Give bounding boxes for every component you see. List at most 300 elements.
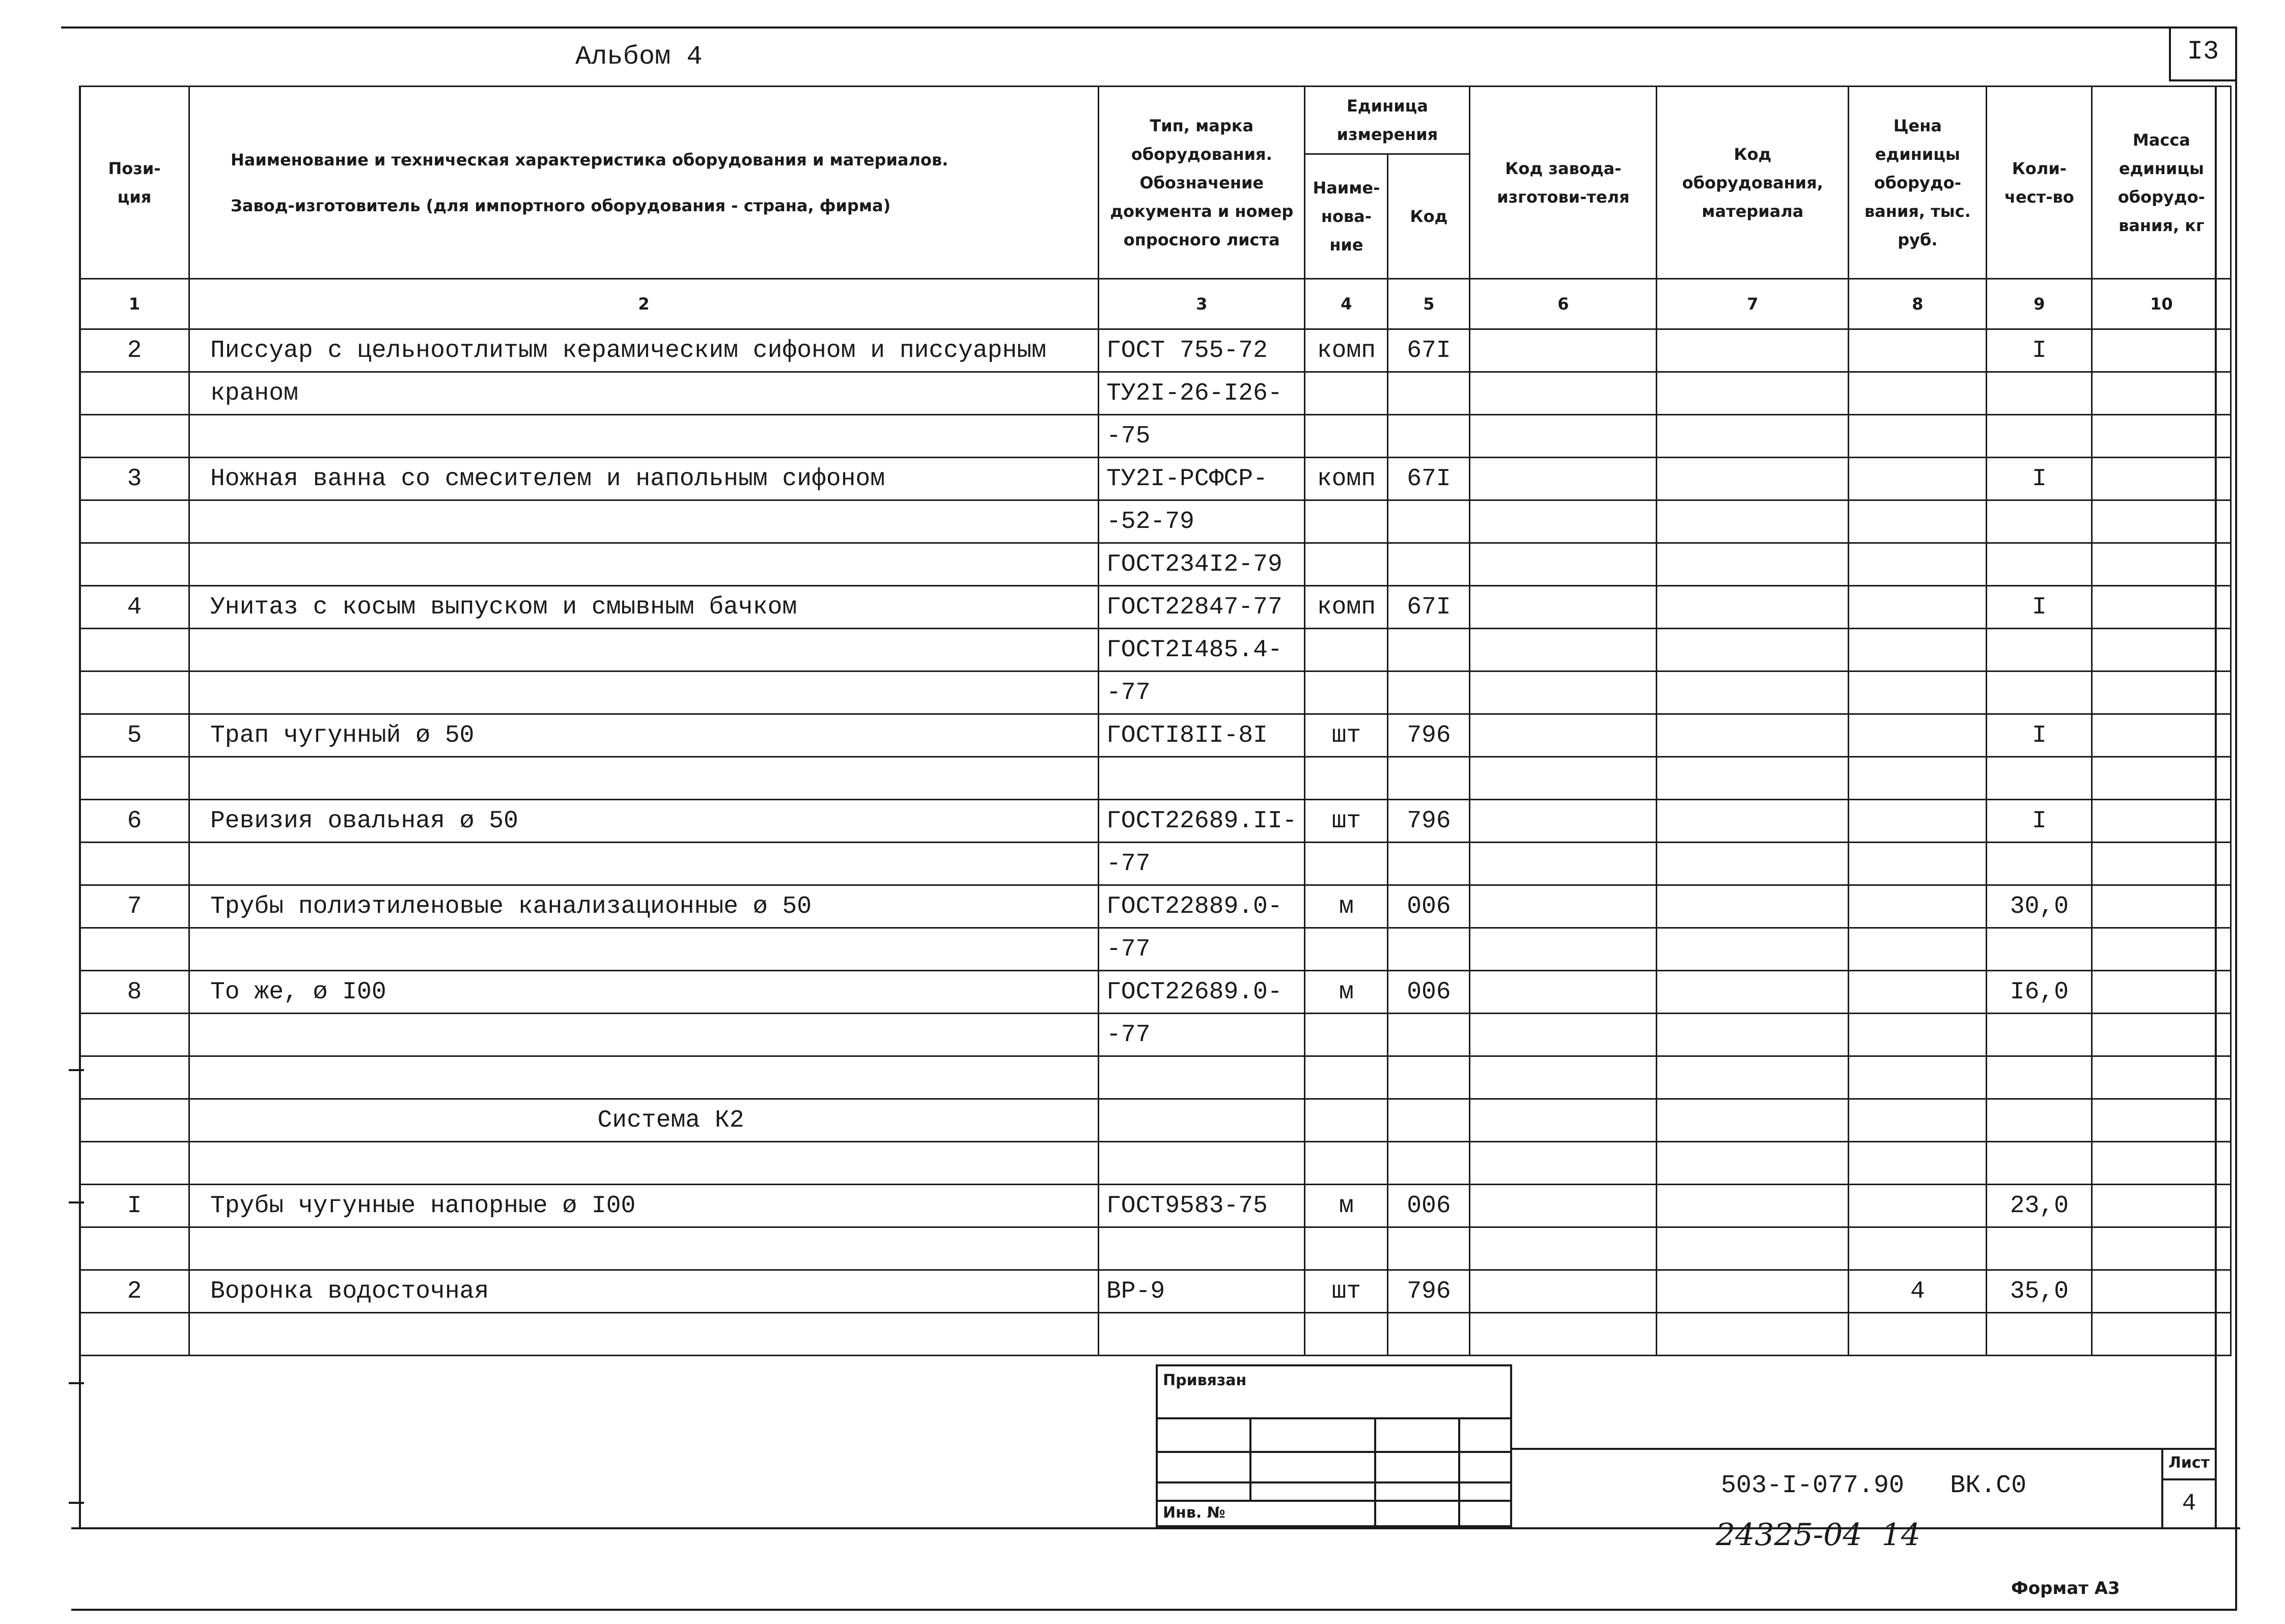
- sheet-box: [2161, 1448, 2215, 1527]
- row-equipment-code: [1657, 1185, 1849, 1227]
- column-number: 10: [2092, 279, 2231, 329]
- row-name: [189, 629, 1099, 671]
- row-equipment-code: [1657, 543, 1849, 586]
- table-row: [80, 500, 2231, 543]
- row-price: [1849, 1227, 1987, 1270]
- row-quantity: [1987, 543, 2092, 586]
- row-price: [1849, 543, 1987, 586]
- row-unit-code: [1388, 500, 1470, 543]
- row-equipment-code: [1657, 1014, 1849, 1056]
- row-mass: [2092, 586, 2231, 629]
- row-mass: [2092, 1099, 2231, 1142]
- row-name: [189, 543, 1099, 586]
- row-type: ГОСТ9583-75: [1099, 1185, 1305, 1227]
- table-row: [80, 800, 2231, 843]
- row-price: 4: [1849, 1270, 1987, 1313]
- header-position: Пози- ция: [80, 87, 189, 279]
- row-type: [1099, 1227, 1305, 1270]
- row-unit-code: [1388, 928, 1470, 971]
- row-mass: [2092, 543, 2231, 586]
- row-unit-code: [1388, 1227, 1470, 1270]
- row-name: [189, 1142, 1099, 1185]
- row-factory-code: [1470, 1227, 1657, 1270]
- row-unit-code: 006: [1388, 971, 1470, 1014]
- row-position: [80, 757, 189, 800]
- row-price: [1849, 800, 1987, 843]
- margin-mark: [69, 1201, 84, 1203]
- row-price: [1849, 586, 1987, 629]
- row-unit: [1305, 629, 1388, 671]
- row-unit: [1305, 843, 1388, 885]
- page-number-box: [2169, 26, 2235, 81]
- row-unit: [1305, 671, 1388, 714]
- table-row: [80, 1142, 2231, 1185]
- row-unit: [1305, 757, 1388, 800]
- row-unit: комп: [1305, 458, 1388, 500]
- row-unit: м: [1305, 1185, 1388, 1227]
- header-equipment-code: Код оборудования, материала: [1657, 87, 1849, 279]
- stamp-line: [1158, 1500, 1510, 1502]
- row-name: [189, 500, 1099, 543]
- row-factory-code: [1470, 500, 1657, 543]
- row-quantity: 30,0: [1987, 885, 2092, 928]
- row-name: [189, 671, 1099, 714]
- stamp-line: [1158, 1481, 1510, 1483]
- table-row: [80, 329, 2231, 372]
- row-quantity: I: [1987, 800, 2092, 843]
- row-position: [80, 1142, 189, 1185]
- column-number: 3: [1099, 279, 1305, 329]
- table-row: [80, 1313, 2231, 1356]
- table-row: [80, 1227, 2231, 1270]
- row-quantity: [1987, 372, 2092, 415]
- row-factory-code: [1470, 971, 1657, 1014]
- column-number: 6: [1470, 279, 1657, 329]
- row-price: [1849, 1142, 1987, 1185]
- table-row: [80, 885, 2231, 928]
- row-position: 5: [80, 714, 189, 757]
- row-unit-code: [1388, 1014, 1470, 1056]
- row-equipment-code: [1657, 586, 1849, 629]
- row-quantity: I6,0: [1987, 971, 2092, 1014]
- row-quantity: [1987, 1014, 2092, 1056]
- paper-format: Формат А3: [2011, 1578, 2120, 1599]
- row-quantity: [1987, 415, 2092, 458]
- row-factory-code: [1470, 843, 1657, 885]
- row-name: То же, ø I00: [189, 971, 1099, 1014]
- row-factory-code: [1470, 329, 1657, 372]
- row-position: [80, 1099, 189, 1142]
- table-row: [80, 928, 2231, 971]
- row-price: [1849, 329, 1987, 372]
- row-equipment-code: [1657, 671, 1849, 714]
- row-price: [1849, 629, 1987, 671]
- row-position: 7: [80, 885, 189, 928]
- row-equipment-code: [1657, 372, 1849, 415]
- row-unit-code: 796: [1388, 1270, 1470, 1313]
- row-position: [80, 1227, 189, 1270]
- row-quantity: I: [1987, 586, 2092, 629]
- table-row: [80, 1014, 2231, 1056]
- row-position: [80, 629, 189, 671]
- row-position: [80, 543, 189, 586]
- table-row: [80, 629, 2231, 671]
- row-unit-code: [1388, 757, 1470, 800]
- header-unit-name: Наиме-нова-ние: [1305, 154, 1388, 279]
- album-title: Альбом 4: [575, 42, 703, 72]
- row-mass: [2092, 1056, 2231, 1099]
- row-price: [1849, 1099, 1987, 1142]
- row-unit: шт: [1305, 1270, 1388, 1313]
- column-number: 1: [80, 279, 189, 329]
- sheet-number: 4: [2182, 1490, 2196, 1517]
- row-quantity: [1987, 1142, 2092, 1185]
- row-position: 6: [80, 800, 189, 843]
- row-price: [1849, 971, 1987, 1014]
- row-name: [189, 1014, 1099, 1056]
- sheet-label: Лист: [2163, 1448, 2215, 1480]
- row-price: [1849, 372, 1987, 415]
- row-name: [189, 1227, 1099, 1270]
- row-price: [1849, 458, 1987, 500]
- row-position: [80, 1056, 189, 1099]
- row-unit-code: [1388, 1056, 1470, 1099]
- row-quantity: 35,0: [1987, 1270, 2092, 1313]
- row-unit: [1305, 1313, 1388, 1356]
- column-number: 5: [1388, 279, 1470, 329]
- row-mass: [2092, 714, 2231, 757]
- row-name: [189, 928, 1099, 971]
- table-row: [80, 843, 2231, 885]
- row-price: [1849, 885, 1987, 928]
- table-row: [80, 1185, 2231, 1227]
- row-unit: [1305, 928, 1388, 971]
- row-mass: [2092, 1185, 2231, 1227]
- row-type: ТУ2I-26-I26-: [1099, 372, 1305, 415]
- row-unit-code: [1388, 372, 1470, 415]
- row-quantity: [1987, 1056, 2092, 1099]
- row-equipment-code: [1657, 757, 1849, 800]
- row-unit: [1305, 415, 1388, 458]
- row-factory-code: [1470, 800, 1657, 843]
- row-type: ГОСТ22847-77: [1099, 586, 1305, 629]
- row-unit-code: [1388, 543, 1470, 586]
- top-frame-line: [61, 26, 2235, 29]
- row-quantity: [1987, 671, 2092, 714]
- margin-mark: [69, 1069, 84, 1071]
- row-factory-code: [1470, 1056, 1657, 1099]
- margin-mark: [69, 1382, 84, 1384]
- row-unit-code: 796: [1388, 714, 1470, 757]
- row-type: -77: [1099, 928, 1305, 971]
- row-type: ГОСТ2I485.4-: [1099, 629, 1305, 671]
- row-mass: [2092, 1014, 2231, 1056]
- row-quantity: [1987, 500, 2092, 543]
- row-unit: м: [1305, 885, 1388, 928]
- bottom-frame-line: [71, 1609, 2237, 1611]
- row-unit-code: 006: [1388, 1185, 1470, 1227]
- row-price: [1849, 500, 1987, 543]
- row-type: -75: [1099, 415, 1305, 458]
- row-quantity: 23,0: [1987, 1185, 2092, 1227]
- row-mass: [2092, 1142, 2231, 1185]
- row-position: [80, 671, 189, 714]
- row-equipment-code: [1657, 329, 1849, 372]
- row-quantity: [1987, 757, 2092, 800]
- row-unit-code: 67I: [1388, 586, 1470, 629]
- row-name: Ревизия овальная ø 50: [189, 800, 1099, 843]
- row-mass: [2092, 500, 2231, 543]
- row-factory-code: [1470, 415, 1657, 458]
- column-number-row: [80, 279, 2231, 329]
- table-body: [80, 329, 2231, 1356]
- row-unit: [1305, 1099, 1388, 1142]
- row-mass: [2092, 928, 2231, 971]
- attached-label: Привязан: [1163, 1371, 1247, 1389]
- row-unit: [1305, 1142, 1388, 1185]
- row-unit: [1305, 543, 1388, 586]
- row-price: [1849, 843, 1987, 885]
- row-price: [1849, 757, 1987, 800]
- row-position: 2: [80, 329, 189, 372]
- row-factory-code: [1470, 1313, 1657, 1356]
- row-position: [80, 415, 189, 458]
- column-number: 4: [1305, 279, 1388, 329]
- row-unit: [1305, 1227, 1388, 1270]
- row-unit: комп: [1305, 586, 1388, 629]
- row-position: 8: [80, 971, 189, 1014]
- row-unit-code: [1388, 671, 1470, 714]
- header-factory-code: Код завода-изготови-теля: [1470, 87, 1657, 279]
- equipment-specification-table: [79, 86, 2232, 1356]
- row-factory-code: [1470, 629, 1657, 671]
- page-number: I3: [2187, 37, 2219, 67]
- row-mass: [2092, 458, 2231, 500]
- row-mass: [2092, 629, 2231, 671]
- right-frame-line: [2235, 26, 2237, 1610]
- row-equipment-code: [1657, 714, 1849, 757]
- table-row: [80, 671, 2231, 714]
- header-mass: Масса единицы оборудо-вания, кг: [2092, 87, 2231, 279]
- row-quantity: [1987, 928, 2092, 971]
- row-factory-code: [1470, 372, 1657, 415]
- row-factory-code: [1470, 714, 1657, 757]
- row-quantity: I: [1987, 329, 2092, 372]
- table-row: [80, 1099, 2231, 1142]
- row-mass: [2092, 885, 2231, 928]
- row-factory-code: [1470, 1185, 1657, 1227]
- row-unit-code: [1388, 1142, 1470, 1185]
- row-type: -52-79: [1099, 500, 1305, 543]
- row-name: [189, 415, 1099, 458]
- row-unit-code: 67I: [1388, 458, 1470, 500]
- row-mass: [2092, 757, 2231, 800]
- row-type: ГОСТ234I2-79: [1099, 543, 1305, 586]
- row-type: -77: [1099, 843, 1305, 885]
- row-equipment-code: [1657, 1313, 1849, 1356]
- row-type: ГОСТ 755-72: [1099, 329, 1305, 372]
- stamp-line: [1458, 1417, 1460, 1525]
- column-number: 7: [1657, 279, 1849, 329]
- row-factory-code: [1470, 671, 1657, 714]
- row-unit: шт: [1305, 800, 1388, 843]
- row-factory-code: [1470, 885, 1657, 928]
- column-number: 9: [1987, 279, 2092, 329]
- row-name: Ножная ванна со смесителем и напольным сифоном: [189, 458, 1099, 500]
- row-mass: [2092, 971, 2231, 1014]
- table-row: [80, 586, 2231, 629]
- row-price: [1849, 415, 1987, 458]
- row-factory-code: [1470, 586, 1657, 629]
- row-unit-code: [1388, 1313, 1470, 1356]
- row-equipment-code: [1657, 928, 1849, 971]
- row-factory-code: [1470, 757, 1657, 800]
- row-mass: [2092, 671, 2231, 714]
- row-name: Трубы чугунные напорные ø I00: [189, 1185, 1099, 1227]
- row-name: [189, 843, 1099, 885]
- row-mass: [2092, 415, 2231, 458]
- row-type: [1099, 1056, 1305, 1099]
- row-position: 3: [80, 458, 189, 500]
- row-position: I: [80, 1185, 189, 1227]
- row-price: [1849, 1185, 1987, 1227]
- row-position: [80, 928, 189, 971]
- row-unit-code: [1388, 1099, 1470, 1142]
- row-unit: [1305, 372, 1388, 415]
- row-equipment-code: [1657, 800, 1849, 843]
- row-position: 2: [80, 1270, 189, 1313]
- row-name: Унитаз с косым выпуском и смывным бачком: [189, 586, 1099, 629]
- stamp-line: [1158, 1417, 1510, 1419]
- row-type: ГОСТ22689.II-: [1099, 800, 1305, 843]
- row-equipment-code: [1657, 1227, 1849, 1270]
- row-name: [189, 1313, 1099, 1356]
- header-quantity: Коли-чест-во: [1987, 87, 2092, 279]
- row-position: [80, 1313, 189, 1356]
- row-position: [80, 500, 189, 543]
- row-quantity: [1987, 1313, 2092, 1356]
- row-equipment-code: [1657, 1142, 1849, 1185]
- row-unit-code: 796: [1388, 800, 1470, 843]
- row-price: [1849, 928, 1987, 971]
- row-mass: [2092, 1313, 2231, 1356]
- row-factory-code: [1470, 1099, 1657, 1142]
- row-factory-code: [1470, 1142, 1657, 1185]
- row-unit: м: [1305, 971, 1388, 1014]
- table-row: [80, 415, 2231, 458]
- row-unit-code: 006: [1388, 885, 1470, 928]
- attached-stamp: [1156, 1364, 1512, 1527]
- row-position: [80, 372, 189, 415]
- row-quantity: [1987, 1099, 2092, 1142]
- stamp-line: [1374, 1417, 1376, 1525]
- row-type: ГОСТ22889.0-: [1099, 885, 1305, 928]
- row-factory-code: [1470, 928, 1657, 971]
- row-position: 4: [80, 586, 189, 629]
- margin-mark: [69, 1502, 84, 1504]
- row-equipment-code: [1657, 415, 1849, 458]
- row-type: [1099, 1142, 1305, 1185]
- row-price: [1849, 1056, 1987, 1099]
- row-mass: [2092, 329, 2231, 372]
- row-factory-code: [1470, 1270, 1657, 1313]
- row-name: [189, 1056, 1099, 1099]
- row-type: ВР-9: [1099, 1270, 1305, 1313]
- header-unit-group: Единица измерения: [1305, 87, 1470, 154]
- row-unit: шт: [1305, 714, 1388, 757]
- table-row: [80, 714, 2231, 757]
- row-price: [1849, 1313, 1987, 1356]
- row-unit-code: [1388, 415, 1470, 458]
- header-type: Тип, марка оборудования. Обозначение документа и номер опросного листа: [1099, 87, 1305, 279]
- row-name: [189, 757, 1099, 800]
- handwritten-number: 24325-04 14: [1716, 1517, 1920, 1553]
- column-number: 8: [1849, 279, 1987, 329]
- row-name: краном: [189, 372, 1099, 415]
- table-row: [80, 757, 2231, 800]
- row-unit: [1305, 500, 1388, 543]
- row-mass: [2092, 800, 2231, 843]
- row-type: [1099, 757, 1305, 800]
- row-unit-code: [1388, 843, 1470, 885]
- column-number: 2: [189, 279, 1099, 329]
- table-row: [80, 971, 2231, 1014]
- row-unit-code: 67I: [1388, 329, 1470, 372]
- row-type: [1099, 1313, 1305, 1356]
- row-type: ГОСТ22689.0-: [1099, 971, 1305, 1014]
- row-name: Писсуар с цельноотлитым керамическим сифоном и писсуарным: [189, 329, 1099, 372]
- row-equipment-code: [1657, 500, 1849, 543]
- designation-top-line: [1512, 1448, 2215, 1450]
- row-equipment-code: [1657, 629, 1849, 671]
- row-quantity: I: [1987, 458, 2092, 500]
- row-name: Воронка водосточная: [189, 1270, 1099, 1313]
- table-row: [80, 372, 2231, 415]
- row-position: [80, 843, 189, 885]
- row-type: -77: [1099, 671, 1305, 714]
- table-row: [80, 1270, 2231, 1313]
- header-price: Цена единицы оборудо-вания, тыс. руб.: [1849, 87, 1987, 279]
- row-equipment-code: [1657, 885, 1849, 928]
- row-quantity: [1987, 1227, 2092, 1270]
- row-price: [1849, 714, 1987, 757]
- row-factory-code: [1470, 543, 1657, 586]
- row-type: -77: [1099, 1014, 1305, 1056]
- stamp-line: [1158, 1451, 1510, 1453]
- system-heading: Система К2: [189, 1099, 1099, 1142]
- row-type: ТУ2I-РСФСР-: [1099, 458, 1305, 500]
- table-row: [80, 458, 2231, 500]
- row-price: [1849, 671, 1987, 714]
- row-mass: [2092, 372, 2231, 415]
- table-row: [80, 1056, 2231, 1099]
- table-row: [80, 543, 2231, 586]
- row-quantity: [1987, 629, 2092, 671]
- row-equipment-code: [1657, 843, 1849, 885]
- row-equipment-code: [1657, 1056, 1849, 1099]
- header-name: Наименование и техническая характеристика оборудования и материалов. Завод-изготовитель (для импортного оборудования - страна, фирма): [189, 87, 1099, 279]
- row-name: Трап чугунный ø 50: [189, 714, 1099, 757]
- row-equipment-code: [1657, 971, 1849, 1014]
- row-mass: [2092, 1270, 2231, 1313]
- row-factory-code: [1470, 458, 1657, 500]
- row-quantity: [1987, 843, 2092, 885]
- row-unit: [1305, 1056, 1388, 1099]
- row-unit: комп: [1305, 329, 1388, 372]
- header-unit-code: Код: [1388, 154, 1470, 279]
- row-name: Трубы полиэтиленовые канализационные ø 50: [189, 885, 1099, 928]
- row-equipment-code: [1657, 1270, 1849, 1313]
